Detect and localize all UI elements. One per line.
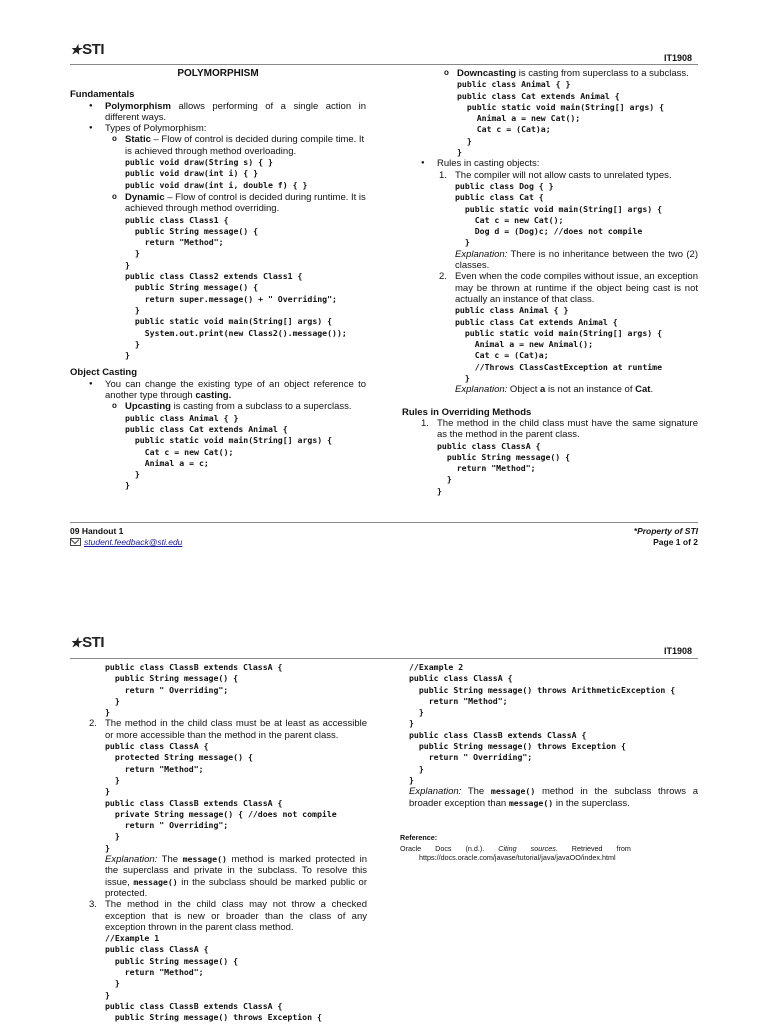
reference-heading: Reference: [400,833,438,842]
label: Explanation: [409,786,462,798]
text: is casting from superclass to a subclass. [516,68,689,79]
rule-casting-2: 2. Even when the code compiles without issue, an exception may be thrown at runtime if the object being cast is not actually an instance of that class. [439,271,698,305]
text: The method in the child class may not throw a checked exception that is new or broader than the class of any exception thrown in the parent class method. [105,899,367,933]
text: The method in the child class must have the same signature as the method in the parent class. [437,417,698,441]
footer-page-number: Page 1 of 2 [653,537,698,547]
text: Retrieved from [557,844,631,853]
inline-code: message() [133,876,178,887]
text: You can change the existing type of an object reference to another type through [105,378,366,402]
footer-property: *Property of STI [633,526,698,536]
footer-handout: 09 Handout 1 [70,526,124,536]
reference-citation [400,844,698,853]
code-rule-casting-2: public class Animal { } public class Cat extends Animal { public static void main(String[] args) { Animal a = new Animal(); Cat c = (Cat)a; //Throws ClassCastException at runtime } [455,305,663,384]
footer-divider [70,522,698,523]
text: The [461,786,491,798]
sti-logo-page2: ★STI [70,634,104,651]
header-divider-page2 [70,658,698,659]
inline-code: message() [508,797,554,808]
rule-overriding-3: 3. The method in the child class may not throw a checked exception that is new or broader than the class of any exception thrown in the parent class method. [89,899,367,933]
subbullet-static [125,134,366,157]
text-bold: a [540,384,546,396]
term-casting: casting. [195,390,232,402]
page2-left-column [89,662,367,1024]
bullet-casting [105,379,366,402]
code-example-2: //Example 2 public class ClassA { public String message() throws ArithmeticException { return "Method"; } } public class ClassB extends ClassA { public String message() throws Exception { return " Overriding"; } } [409,662,676,785]
subbullet-upcasting [125,401,366,412]
subbullet-dynamic [125,192,366,215]
section-heading-object-casting: Object Casting [70,367,138,379]
text: is not an instance of [545,384,636,396]
code-rule-casting-1: public class Dog { } public class Cat { public static void main(String[] args) { Cat c = new Cat(); Dog d = (Dog)c; //does not compile } [455,180,663,248]
code-static: public void draw(String s) { } public void draw(int i) { } public void draw(int i, double f) { } [125,157,308,190]
subbullet-downcasting [457,68,698,79]
email-link[interactable]: student.feedback@sti.edu [84,537,183,547]
code-classb-override: public class ClassB extends ClassA { public String message() { return " Overriding"; } } [105,662,283,718]
section-heading-overriding: Rules in Overriding Methods [402,406,532,418]
mail-icon [70,538,81,546]
text: . [650,384,654,396]
text: There is no inheritance between the two (2) classes. [455,248,698,272]
term-upcasting: Upcasting [125,401,171,413]
text: – Flow of control is decided during runtime. It is achieved through method overriding. [125,191,366,215]
text: The [157,854,183,866]
inline-code: message() [182,854,227,865]
code-upcasting: public class Animal { } public class Cat extends Animal { public static void main(String[] args) { Cat c = new Cat(); Animal a = c; } } [125,412,333,491]
label: Explanation: [455,248,508,260]
text: method in the subclass throws a broader exception than [409,786,698,809]
code-dynamic: public class Class1 { public String message() { return "Method"; } } public class Class2 extends Class1 { public String message() { return super.message() + " Overriding"; } public static void main(String[] args) { System.out.print(new Class2().message()); } } [125,214,347,361]
code-rule-overriding-1: public class ClassA { public String message() { return "Method"; } } [437,440,571,496]
page1-right-column [402,68,698,497]
explanation-rule-casting-2 [455,384,698,395]
reference-url[interactable]: https://docs.oracle.com/javase/tutorial/java/javaOO/index.html [419,853,616,862]
rule-overriding-1: 1. The method in the child class must have the same signature as the method in the parent class. [421,417,698,441]
page1-left-column [70,68,366,492]
term-polymorphism: Polymorphism [105,100,171,112]
header-divider [70,64,698,65]
text: in the subclass should be marked public or protected. [105,876,367,899]
explanation-rule-overriding-2 [105,854,367,899]
inline-code: message() [490,786,536,797]
page-title: POLYMORPHISM [177,68,259,79]
text: method is marked protected in the superclass and private in the subclass. To resolve this issue, [105,854,367,888]
reference-block [400,833,698,862]
text: in the superclass. [553,797,630,809]
bullet-polymorphism [105,101,366,124]
text-bold: Cat [635,384,651,396]
text: The method in the child class must be at least as accessible or more accessible than the method in the parent class. [105,718,367,741]
text: – Flow of control is decided during compile time. It is achieved through method overloading. [125,134,365,157]
course-code-page2: IT1908 [664,646,693,656]
explanation-rule-casting-1 [455,249,698,272]
course-code: IT1908 [664,53,693,63]
label: Explanation: [105,854,158,866]
code-rule-overriding-3-example-1: //Example 1 public class ClassA { public String message() { return "Method"; } } public class ClassB extends ClassA { public String message() throws Exception { [105,933,322,1023]
rule-overriding-2: 2. The method in the child class must be at least as accessible or more accessible than the method in the parent class. [89,718,367,741]
label: Explanation: [455,384,508,396]
bullet-types: ● Types of Polymorphism: [105,123,366,134]
term-downcasting: Downcasting [457,68,517,79]
text: Even when the code compiles without issue, an exception may be thrown at runtime if the object being cast is not actually an instance of that class. [455,271,698,305]
code-downcasting: public class Animal { } public class Cat extends Animal { public static void main(String[] args) { Animal a = new Cat(); Cat c = (Cat)a; } } [457,79,665,158]
text: The compiler will not allow casts to unrelated types. [455,169,672,181]
page2-right-column [409,662,698,809]
text: Object [507,384,541,396]
text: Oracle Docs (n.d.). [400,844,499,853]
term-static: Static [125,134,151,146]
section-heading-fundamentals: Fundamentals [70,89,135,101]
explanation-example-2 [409,786,698,809]
text: allows performing of a single action in different ways. [105,100,366,123]
footer-email-line [70,537,182,548]
code-rule-overriding-2: public class ClassA { protected String message() { return "Method"; } } public class ClassB extends ClassA { private String message() { //does not compile return " Overriding"; } } [105,741,337,853]
text: is casting from a subclass to a superclass. [170,401,352,413]
sti-logo: ★STI [70,41,104,58]
bullet-rules-casting: ● Rules in casting objects: [437,158,698,169]
term-dynamic: Dynamic [125,191,165,203]
rule-casting-1: 1. The compiler will not allow casts to unrelated types. [439,169,672,181]
citation-title: Citing sources. [498,844,558,853]
